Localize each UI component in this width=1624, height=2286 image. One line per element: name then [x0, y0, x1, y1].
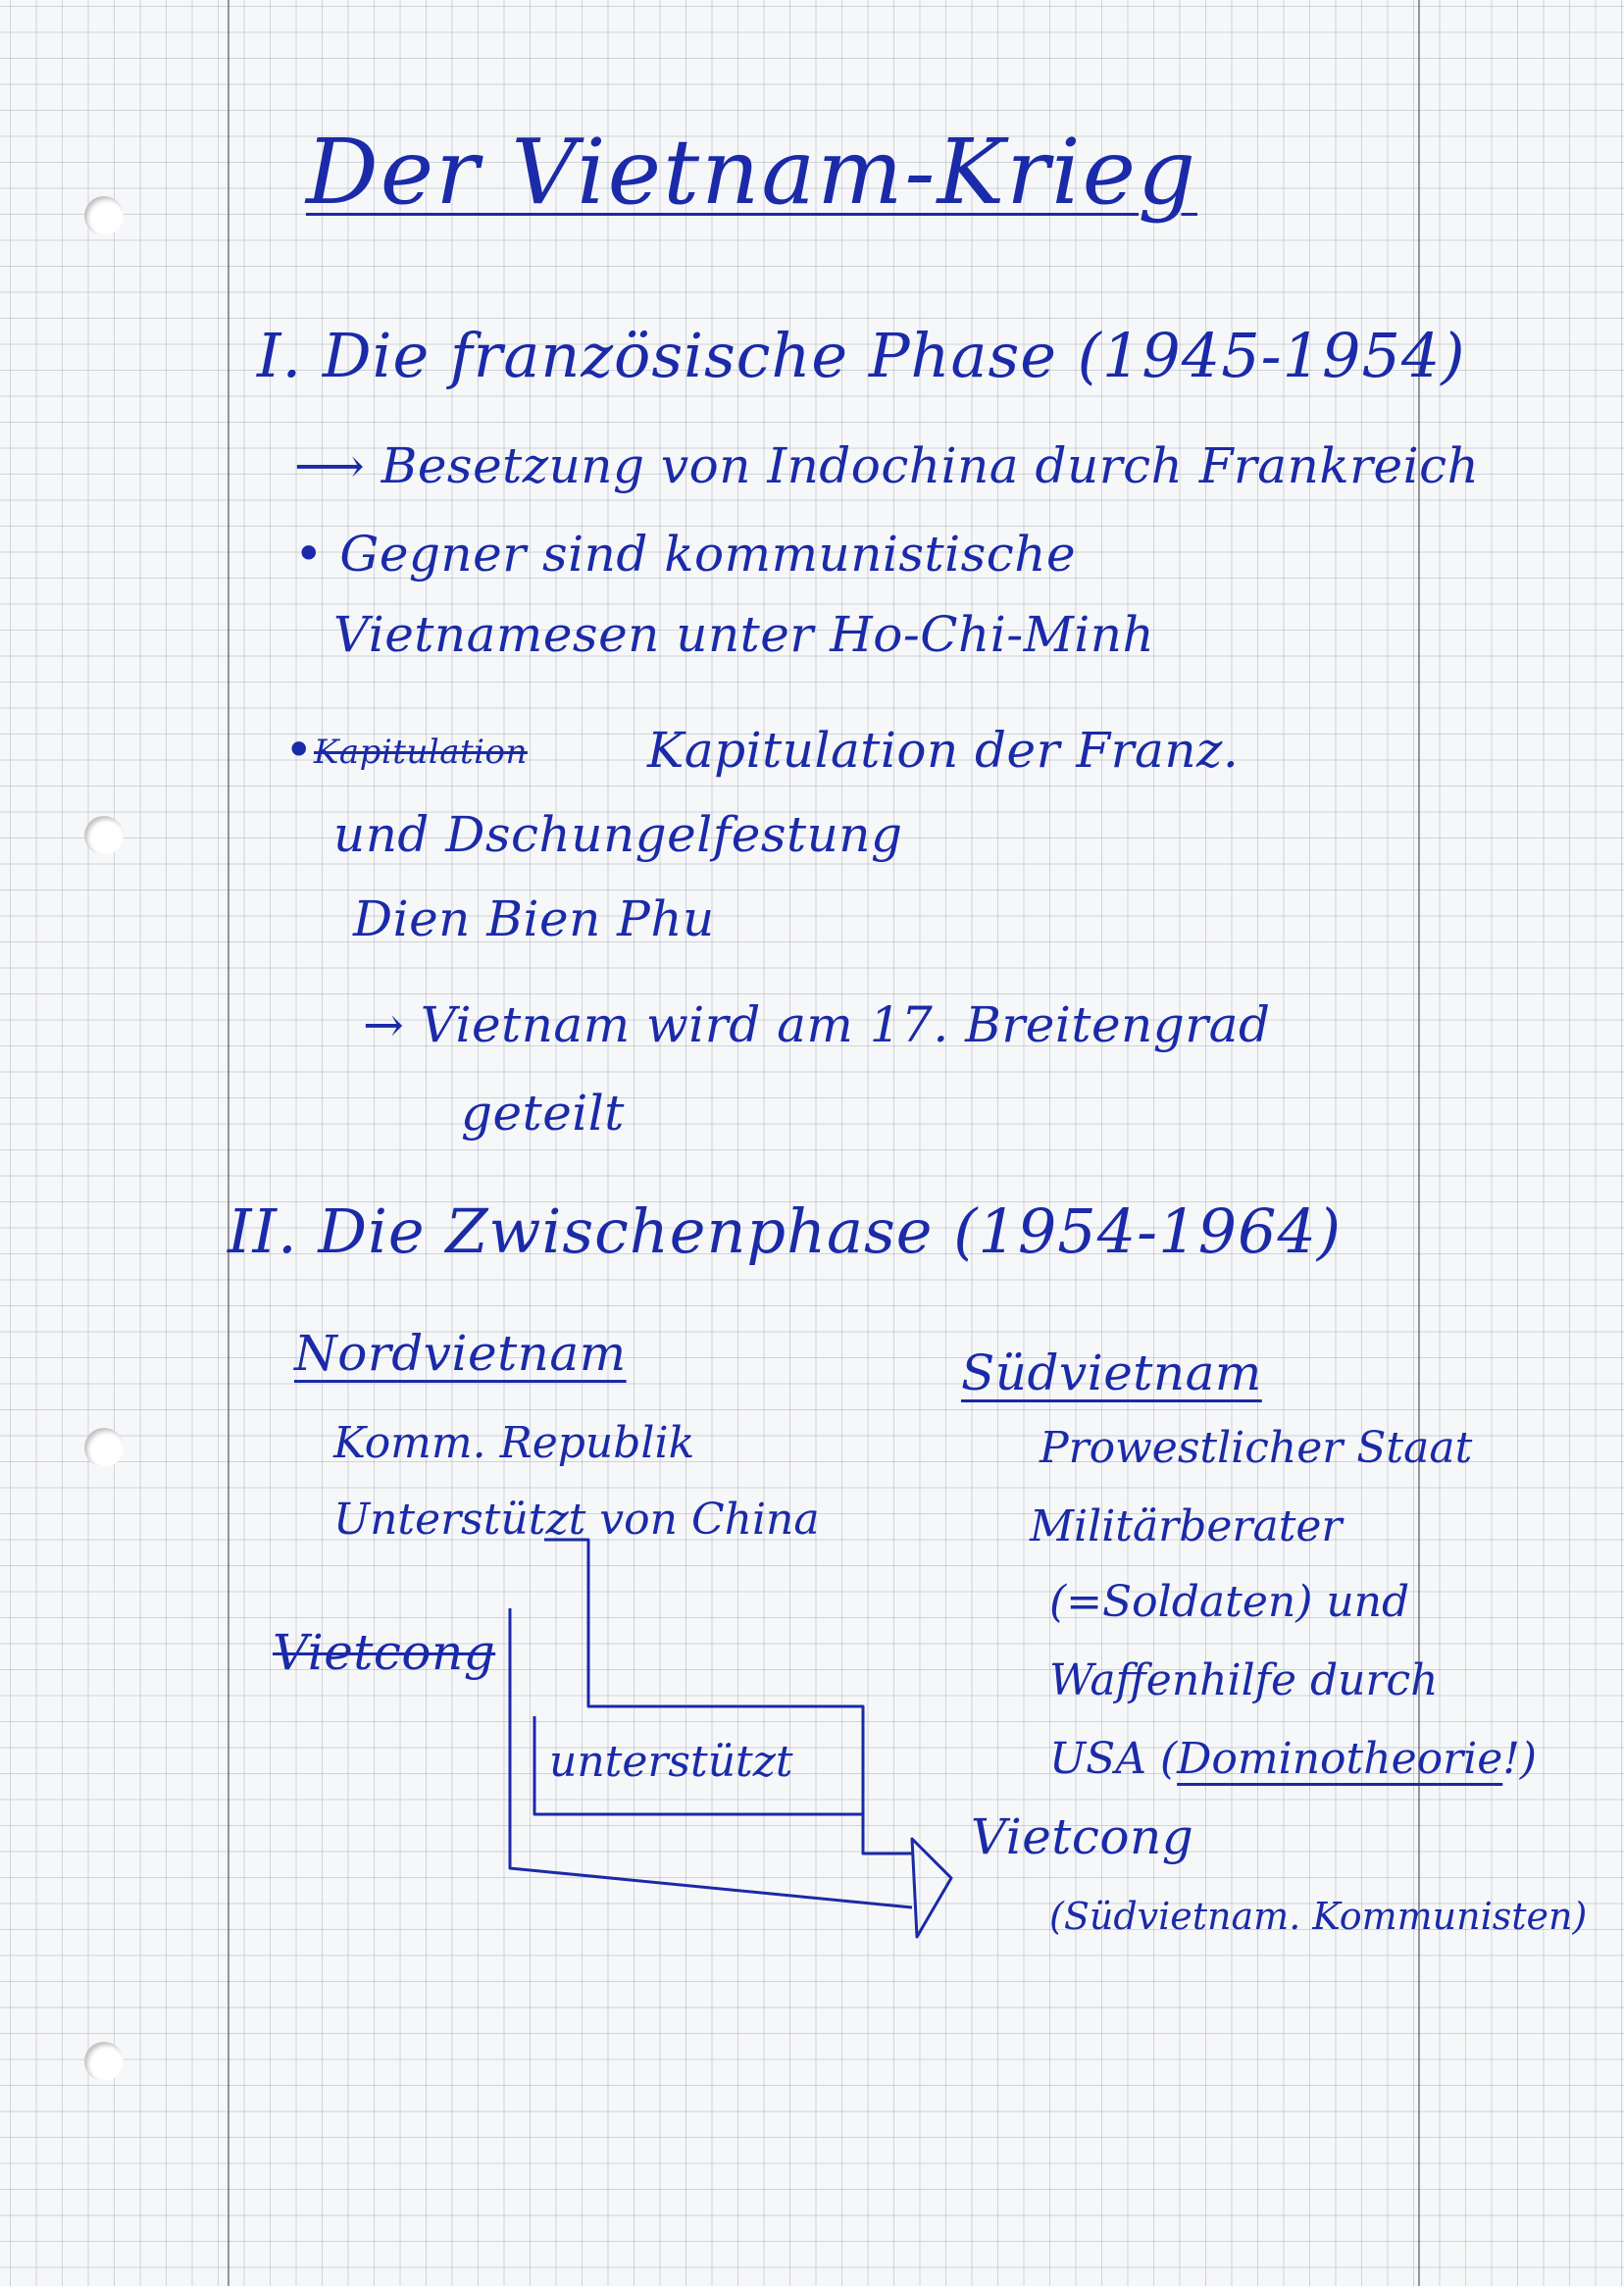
section1-result-line1: → Vietnam wird am 17. Breitengrad: [363, 996, 1271, 1053]
south-vietnam-line4: Waffenhilfe durch: [1049, 1655, 1439, 1705]
page-title: Der Vietnam-Krieg: [306, 120, 1197, 225]
section1-bullet2-line3: Dien Bien Phu: [353, 890, 715, 947]
section1-bullet2-marker: •: [284, 722, 314, 779]
section1-bullet2-line2: und Dschungelfestung: [333, 806, 903, 863]
north-vietnam-line2: Unterstützt von China: [333, 1495, 820, 1545]
section1-heading: I. Die französische Phase (1945-1954): [257, 320, 1466, 391]
section1-bullet1-line2: Vietnamesen unter Ho-Chi-Minh: [333, 606, 1155, 663]
south-vietnam-line3: (=Soldaten) und: [1049, 1577, 1410, 1627]
north-vietnam-line1: Komm. Republik: [333, 1418, 695, 1468]
section1-arrow-line: ⟶ Besetzung von Indochina durch Frankreich: [294, 437, 1480, 494]
section2-heading: II. Die Zwischenphase (1954-1964): [228, 1195, 1343, 1267]
south-vietnam-line2: Militärberater: [1030, 1501, 1343, 1551]
supports-box: [534, 1716, 863, 1814]
north-vietnam-title: Nordvietnam: [294, 1325, 627, 1382]
section1-bullet1-line1: • Gegner sind kommunistische: [294, 526, 1077, 583]
section1-bullet2-line1: Kapitulation der Franz.: [647, 722, 1240, 779]
section1-result-line2: geteilt: [461, 1085, 625, 1142]
south-vietnam-line1: Prowestlicher Staat: [1040, 1423, 1473, 1473]
vietcong-left-label: Vietcong: [273, 1624, 496, 1681]
vietcong-right-label: Vietcong: [971, 1808, 1194, 1865]
south-vietnam-title: Südvietnam: [961, 1345, 1262, 1401]
support-arrow-shaft: [544, 1540, 912, 1854]
line5-suffix: !): [1502, 1734, 1538, 1784]
domino-theory-label: Dominotheorie: [1177, 1734, 1503, 1784]
support-arrowhead: [912, 1839, 951, 1937]
usa-label: USA (: [1049, 1734, 1178, 1784]
vietcong-right-note: (Südvietnam. Kommunisten): [1049, 1895, 1588, 1938]
struck-out-word: Kapitulation: [314, 733, 528, 772]
support-bracket: [510, 1608, 912, 1907]
supports-label: unterstützt: [549, 1737, 793, 1787]
